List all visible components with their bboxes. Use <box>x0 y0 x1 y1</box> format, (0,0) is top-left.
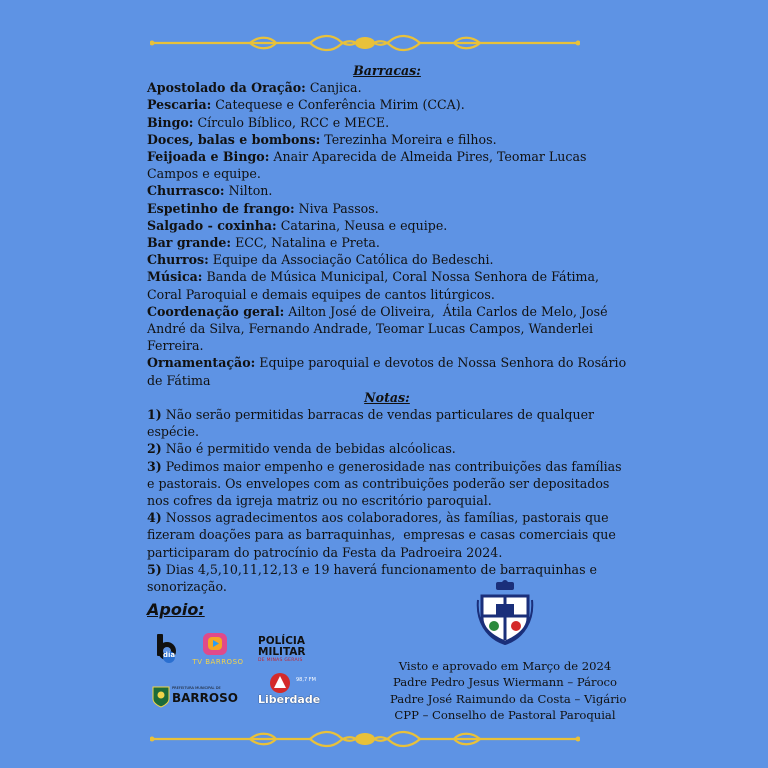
liberdade-flame-icon <box>266 672 294 694</box>
barraca-entry-label: Música: <box>147 269 203 285</box>
barraca-entry-text: Ailton José de Oliveira, Átila Carlos de Melo, José André da Silva, Fernando Andrade, Teomar Lucas Campos, Wanderlei Ferreira. <box>147 303 612 354</box>
apoio-title: Apoio: <box>147 600 205 619</box>
nota-entry-text: Nossos agradecimentos aos colaboradores, às famílias, pastorais que fizeram doações para as barraquinhas, empresas e casas comerciais que participaram do patrocínio da Festa da Padroeira 2024. <box>147 510 620 560</box>
policia-line1: POLÍCIA <box>258 635 305 647</box>
barraca-entry-text: Catarina, Neusa e equipe. <box>276 217 448 233</box>
policia-line2: MILITAR <box>258 646 306 658</box>
barraca-entry-label: Coordenação geral: <box>147 303 285 319</box>
barraca-entry-label: Bar grande: <box>147 235 232 251</box>
radio-liberdade-logo <box>258 672 320 712</box>
notas-list <box>147 406 627 595</box>
parish-crest-icon <box>476 580 534 646</box>
nota-entry <box>147 458 627 510</box>
barraca-entry <box>147 234 627 251</box>
barraca-entry-text: Equipe paroquial e devotos de Nossa Senhora do Rosário de Fátima <box>147 355 631 388</box>
barraca-entry-text: Niva Passos. <box>294 200 379 216</box>
liberdade-freq: 98,7 FM <box>296 677 316 683</box>
barraca-entry-text: Equipe da Associação Católica do Bedeschi. <box>208 252 494 268</box>
barraca-entry-label: Pescaria: <box>147 97 212 113</box>
nota-entry <box>147 440 627 457</box>
approval-line: Visto e aprovado em Março de 2024 <box>398 659 612 673</box>
nota-entry-label: 2) <box>147 441 162 457</box>
barraca-entry-label: Doces, balas e bombons: <box>147 131 321 147</box>
approval-line: CPP – Conselho de Pastoral Paroquial <box>394 708 616 723</box>
barraca-entry-text: Anair Aparecida de Almeida Pires, Teomar Lucas Campos e equipe. <box>147 149 591 182</box>
top-gold-ornament <box>150 32 580 54</box>
nota-entry <box>147 406 627 440</box>
barraca-entry <box>147 182 627 199</box>
barraca-entry <box>147 148 627 182</box>
barroso-name: BARROSO <box>172 691 238 705</box>
nota-entry <box>147 509 627 561</box>
notas-heading: Notas: <box>364 389 410 405</box>
barraca-entry-label: Feijoada e Bingo: <box>147 149 270 165</box>
bdia-text: dia <box>163 651 176 659</box>
barraca-entry <box>147 217 627 234</box>
liberdade-name: Liberdade <box>258 693 321 706</box>
barraca-entry <box>147 251 627 268</box>
tv-barroso-logo <box>188 632 248 670</box>
barraca-entry <box>147 96 627 113</box>
barraca-entry-label: Ornamentação: <box>147 355 256 371</box>
barraca-entry-text: Banda de Música Municipal, Coral Nossa Senhora de Fátima, Coral Paroquial e demais equipes de cantos litúrgicos. <box>147 269 604 302</box>
barraca-entry-text: ECC, Natalina e Preta. <box>231 235 380 251</box>
approval-line: Padre José Raimundo da Costa – Vigário <box>390 691 627 706</box>
barracas-heading: Barracas: <box>353 63 421 78</box>
nota-entry-text: Não serão permitidas barracas de vendas particulares de qualquer espécie. <box>147 407 599 440</box>
barraca-entry <box>147 268 627 302</box>
barraca-entry-label: Espetinho de frango: <box>147 200 295 216</box>
barraca-entry-text: Canjica. <box>305 80 362 96</box>
barraca-entry <box>147 131 627 148</box>
barraca-entry-text: Círculo Bíblico, RCC e MECE. <box>193 114 390 130</box>
policia-line3: DE MINAS GERAIS <box>258 658 303 663</box>
nota-entry-text: Pedimos maior empenho e generosidade nas contribuições das famílias e pastorais. Os envelopes com as contribuições poderão ser depositados nos cofres da igreja matriz ou no escritório paroquial. <box>147 458 626 509</box>
approval-line: Padre Pedro Jesus Wiermann – Pároco <box>392 675 618 690</box>
barraca-entry-text: Nilton. <box>224 183 273 199</box>
barraca-entry <box>147 79 627 96</box>
barraca-entry <box>147 114 627 131</box>
main-text <box>147 62 631 595</box>
bottom-gold-ornament <box>150 728 580 750</box>
barraca-entry-label: Bingo: <box>147 114 194 130</box>
nota-entry-label: 1) <box>147 407 162 423</box>
barraca-entry-label: Apostolado da Oração: <box>147 80 306 96</box>
barraca-entry-label: Salgado - coxinha: <box>147 217 277 233</box>
barraca-entry-label: Churros: <box>147 252 209 268</box>
prefeitura-barroso-logo <box>152 684 238 712</box>
tv-barroso-caption: TV BARROSO <box>192 658 244 666</box>
barroso-shield-icon <box>152 686 170 708</box>
nota-entry-label: 5) <box>147 561 162 577</box>
barraca-entry <box>147 303 627 355</box>
barraca-entry-text: Catequese e Conferência Mirim (CCA). <box>211 97 465 113</box>
nota-entry-text: Dias 4,5,10,11,12,13 e 19 haverá funcionamento de barraquinhas e sonorização. <box>147 561 602 595</box>
bdia-logo <box>152 632 182 664</box>
barraca-entry-text: Terezinha Moreira e filhos. <box>320 131 497 147</box>
barraca-entry-label: Churrasco: <box>147 183 225 199</box>
approval-block <box>390 658 627 724</box>
barroso-small-text: PREFEITURA MUNICIPAL DE <box>172 686 221 690</box>
nota-entry <box>147 561 627 595</box>
barraca-entry <box>147 200 627 217</box>
barracas-list <box>147 79 631 389</box>
nota-entry-label: 3) <box>147 458 162 474</box>
policia-militar-logo <box>258 636 318 668</box>
barraca-entry <box>147 354 631 388</box>
nota-entry-text: Não é permitido venda de bebidas alcóolicas. <box>161 441 456 457</box>
nota-entry-label: 4) <box>147 510 162 526</box>
